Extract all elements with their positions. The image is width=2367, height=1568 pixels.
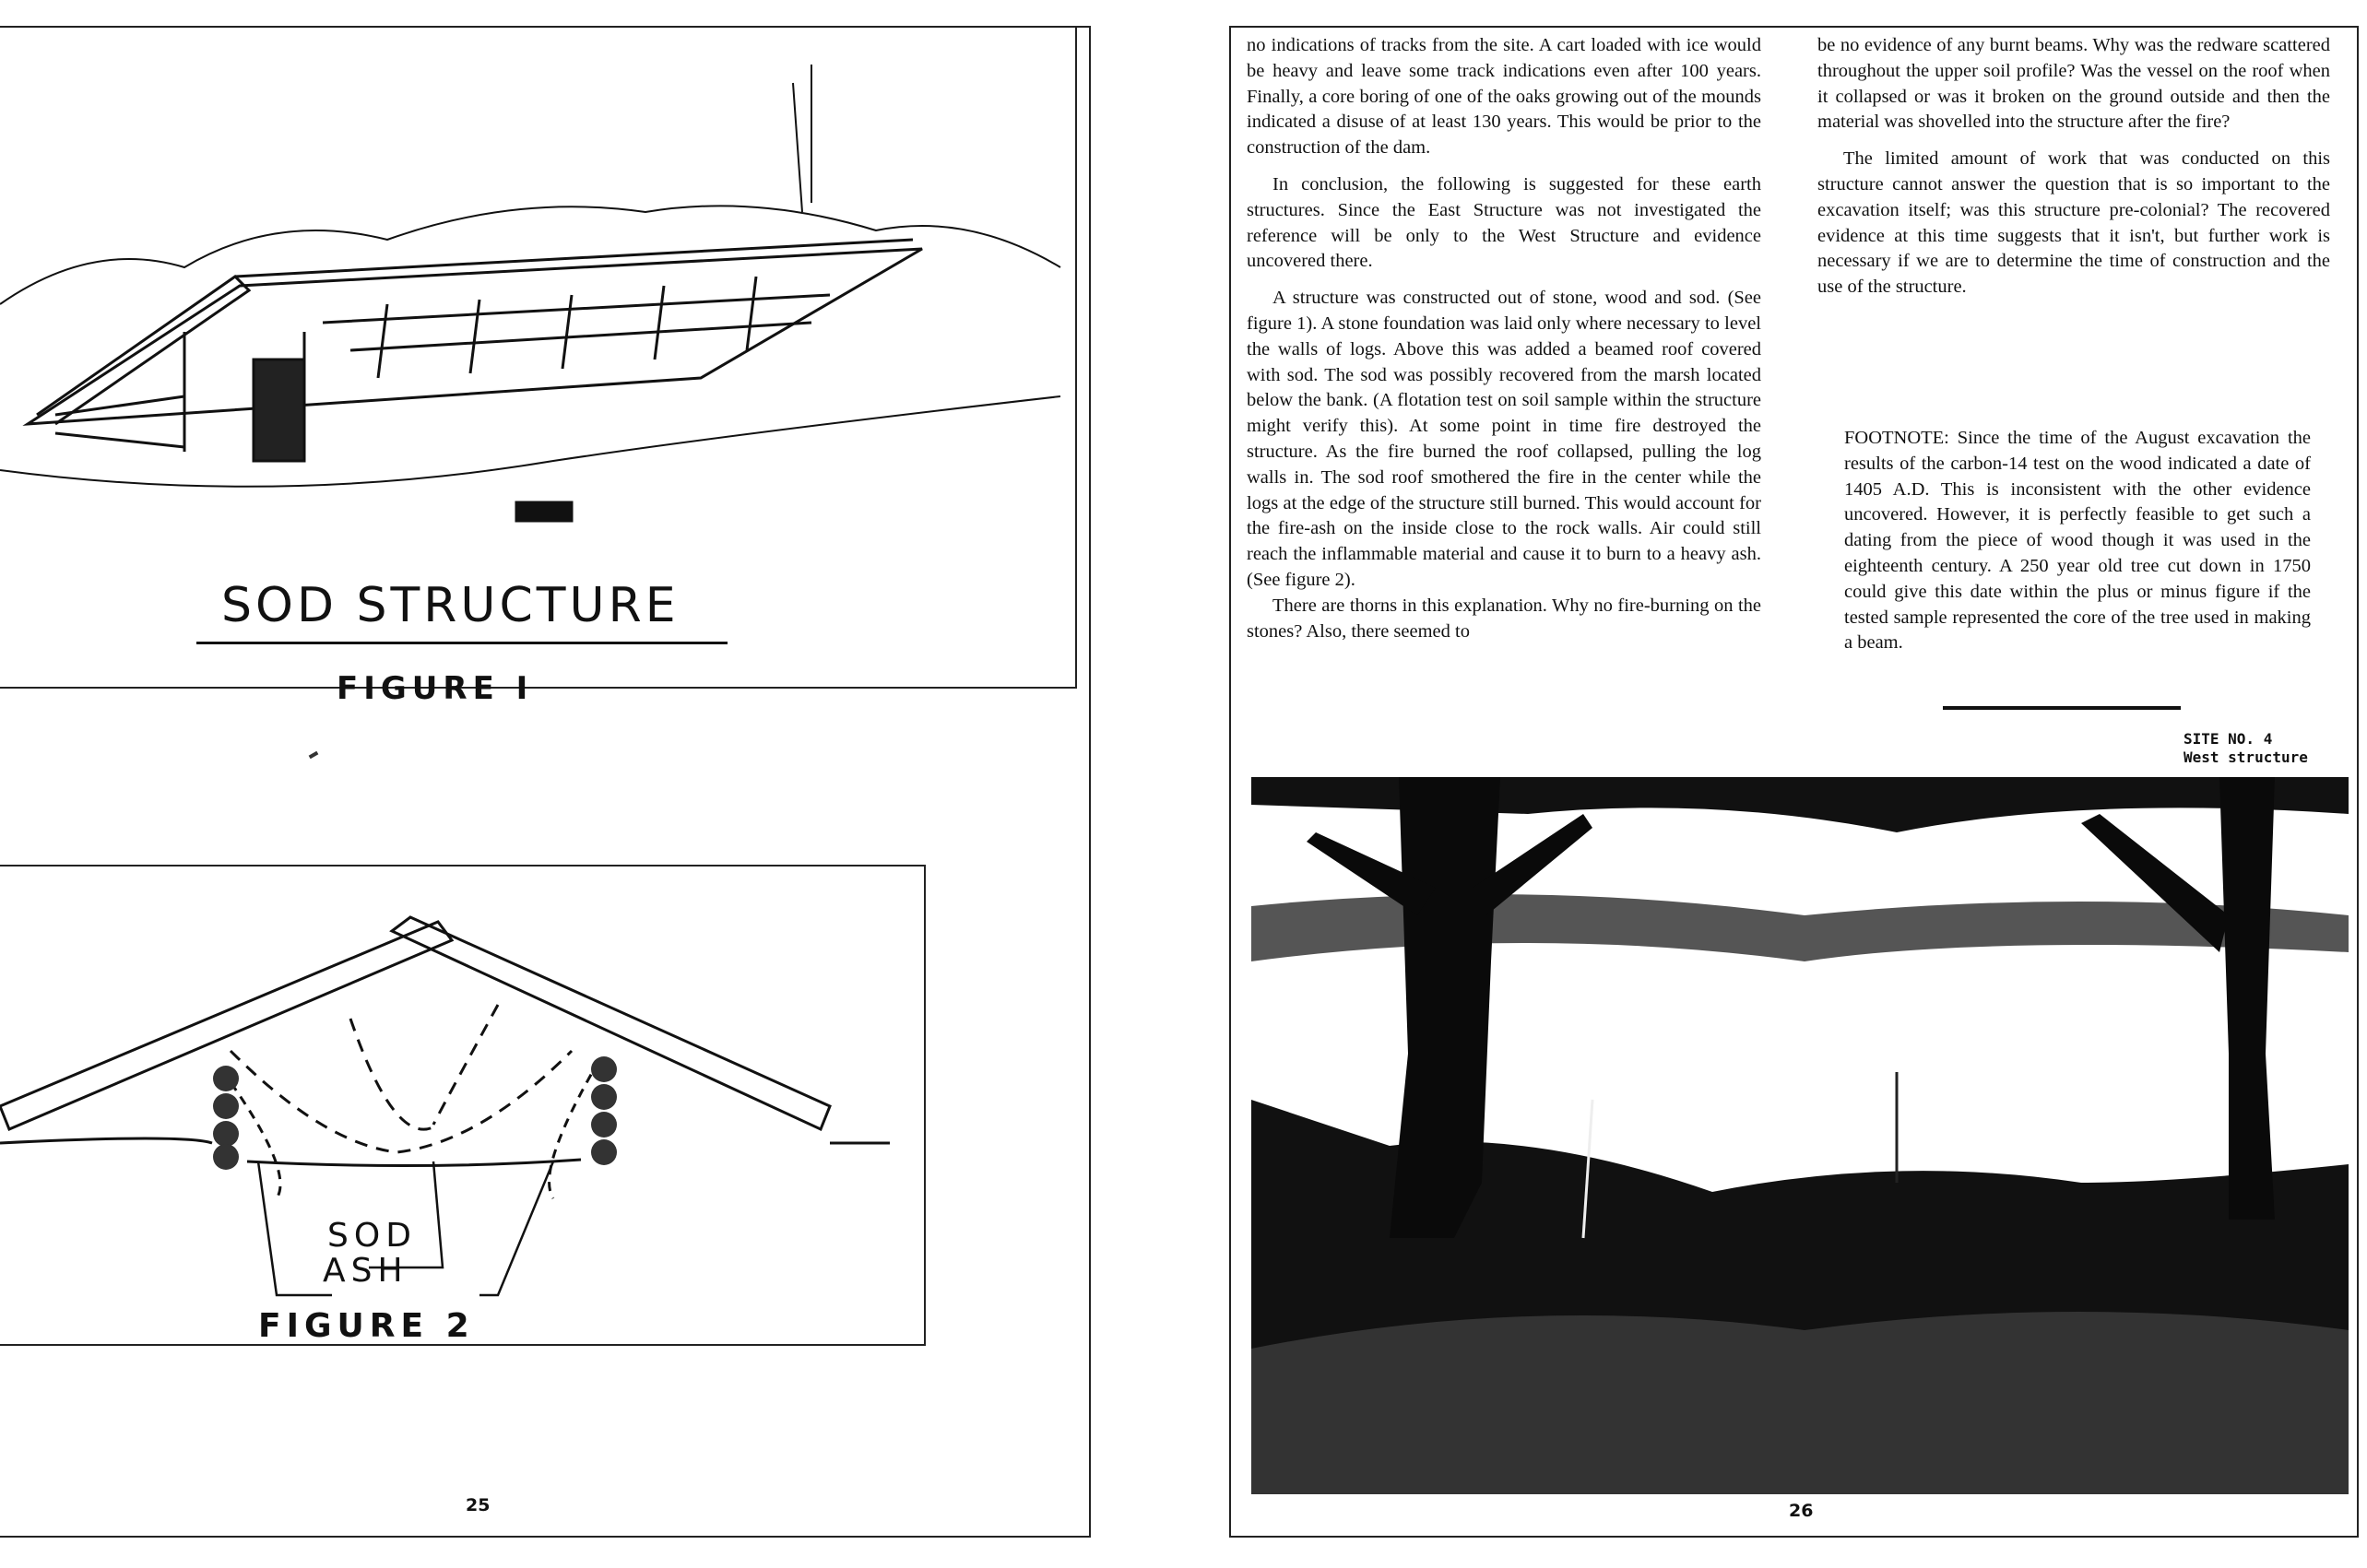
title-underline	[196, 642, 728, 644]
figure-1-sod-structure-drawing	[0, 26, 1077, 707]
paragraph: In conclusion, the following is suggested for these earth structures. Since the East Structure was not investigated the reference will be only to the West Structure and evidence uncovered there.	[1247, 173, 1761, 272]
photo-label-site: SITE NO. 4	[2184, 730, 2273, 748]
paragraph: be no evidence of any burnt beams. Why was the redware scattered throughout the upper soil profile? Was the vessel on the roof when it collapsed or was it broken on the ground outside and then the material was shovelled into the structure after the fire?	[1817, 35, 2330, 133]
stray-mark	[309, 751, 319, 759]
page-25	[0, 26, 1091, 1538]
ash-label: ASH	[323, 1252, 408, 1290]
photo-label	[2184, 730, 2308, 767]
footnote-text: FOOTNOTE: Since the time of the August excavation the results of the carbon-14 test on the wood indicated a date of 1405 A.D. This is inconsistent with the other evidence uncovered. However, it is perfectly feasible to get such a dating from the piece of wood though it was used in the eighteenth century. A 250 year old tree cut down in 1750 could give this date within the plus or minus figure if the tested sample represented the core of the tree used in making a beam.	[1844, 428, 2311, 654]
sod-structure-illustration	[0, 28, 1075, 581]
collapse-cross-section-illustration	[0, 867, 924, 1346]
footnote-rule	[1943, 706, 2181, 710]
page-number: 25	[466, 1495, 491, 1515]
figure-1-caption: FIGURE I	[337, 670, 534, 707]
site-photograph	[1251, 777, 2349, 1494]
footnote	[1844, 426, 2311, 667]
text-column-1	[1247, 33, 1761, 655]
figure-1-title: SOD STRUCTURE	[221, 578, 680, 633]
paragraph: A structure was constructed out of stone, wood and sod. (See figure 1). A stone foundation was laid only where necessary to level the walls of logs. Above this was added a beamed roof covered with sod. The sod was possibly recovered from the marsh located below the bank. (A flotation test on soil sample within the structure might verify this). At some point in time fire destroyed the structure. As the fire burned the roof collapsed, pulling the log walls in. The sod roof smothered the fire in the center while the logs at the edge of the structure still burned. This would account for the fire-ash on the inside close to the rock walls. Air could still reach the inflammable material and cause it to burn to a heavy ash. (See figure 2).	[1247, 288, 1761, 590]
photo-label-structure: West structure	[2184, 749, 2308, 766]
figure-2-caption: FIGURE 2	[258, 1307, 475, 1345]
text-column-2	[1817, 33, 2330, 312]
page-number: 26	[1789, 1501, 1814, 1521]
paragraph: no indications of tracks from the site. A cart loaded with ice would be heavy and leave some track indications even after 100 years. Finally, a core boring of one of the oaks growing out of the mounds indicated a disuse of at least 130 years. This would be prior to the construction of the dam.	[1247, 35, 1761, 159]
paragraph: There are thorns in this explanation. Why no fire-burning on the stones? Also, there seemed to	[1247, 595, 1761, 642]
page-26	[1229, 26, 2359, 1538]
sod-label: SOD	[327, 1217, 417, 1255]
figure-2-collapse-diagram	[0, 865, 926, 1346]
paragraph: The limited amount of work that was conducted on this structure cannot answer the question that is so important to the excavation itself; was this structure pre-colonial? The recovered evidence at this time suggests that it isn't, but further work is necessary if we are to determine the time of construction and the use of the structure.	[1817, 148, 2330, 298]
